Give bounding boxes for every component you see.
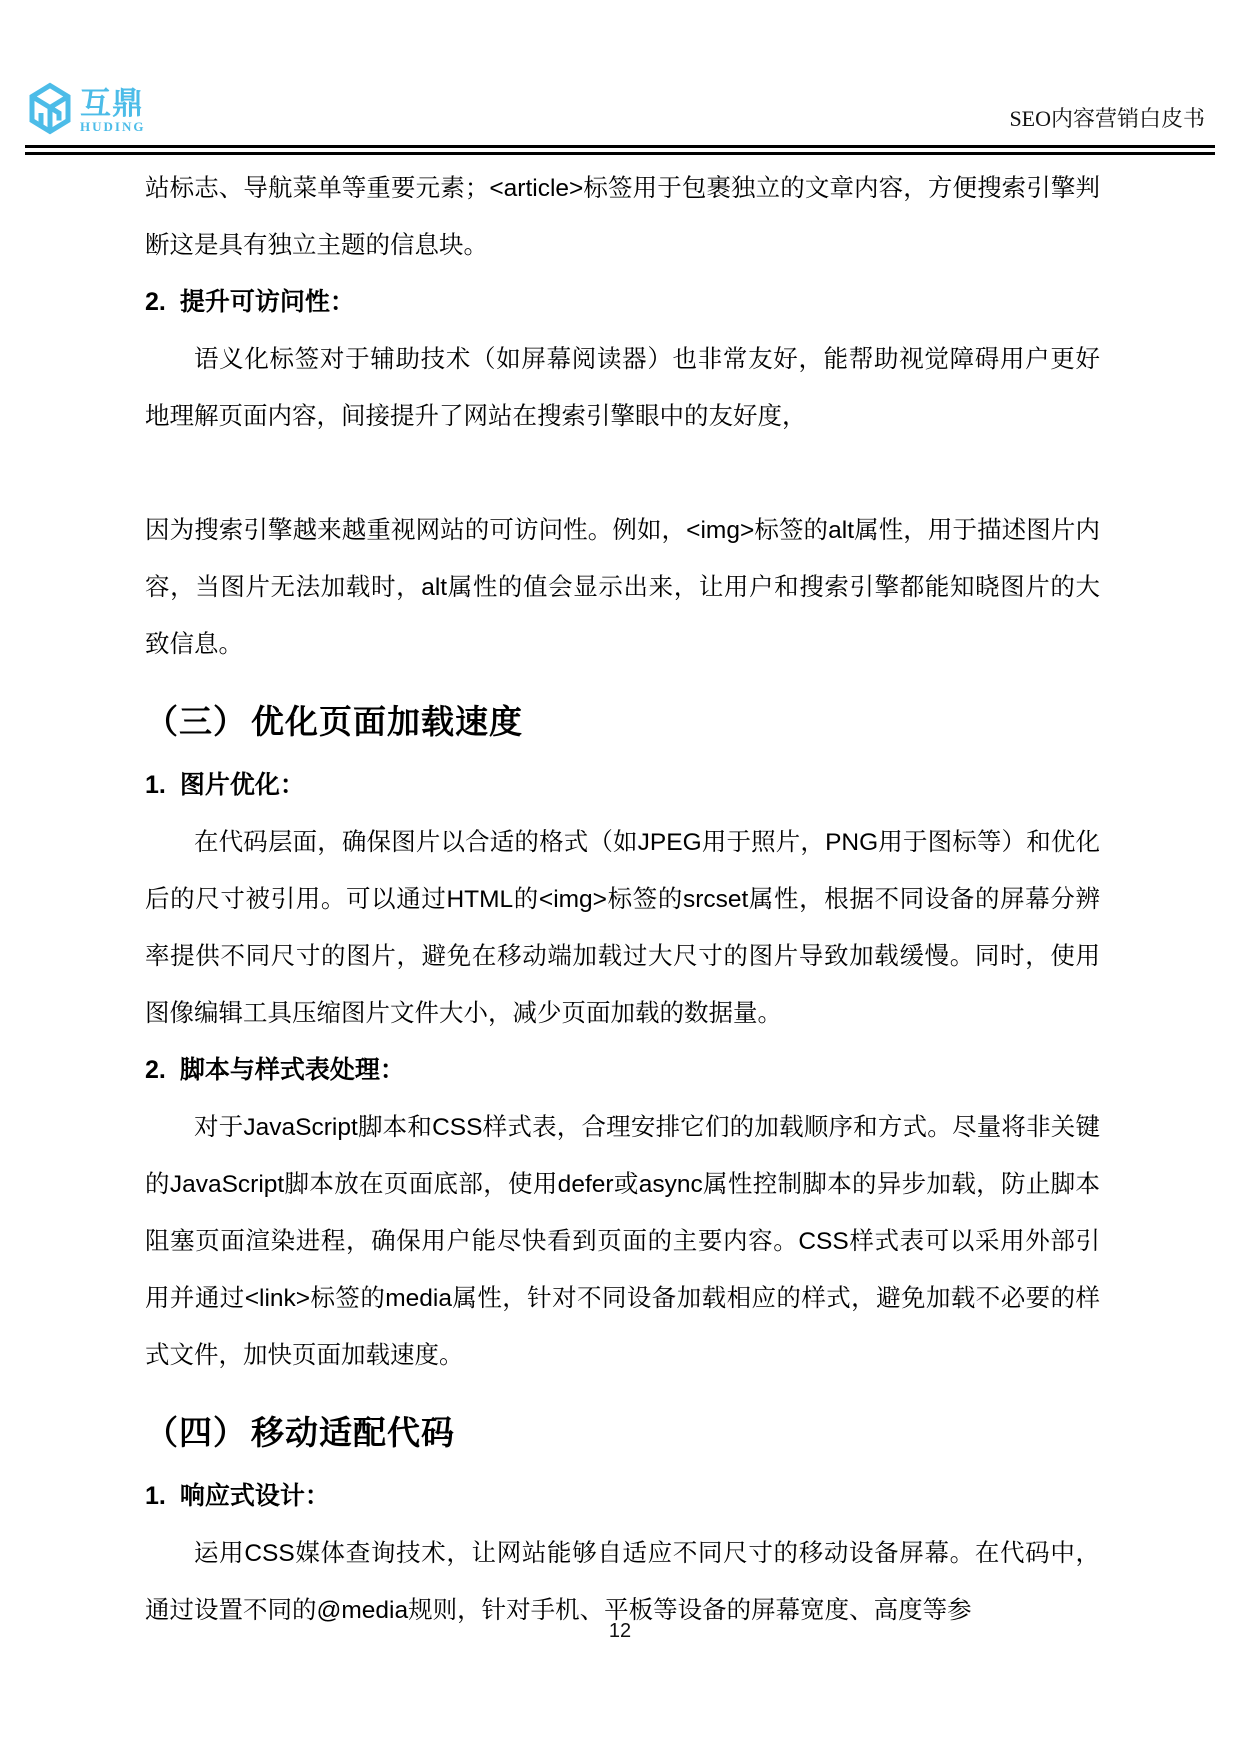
subsection-heading — [145, 1468, 1100, 1525]
paragraph: 对于JavaScript脚本和CSS样式表，合理安排它们的加载顺序和方式。尽量将非关键的JavaScript脚本放在页面底部，使用defer或async属性控制脚本的异步加载，防止脚本阻塞页面渲染进程，确保用户能尽快看到页面的主要内容。CSS样式表可以采用外部引用并通过<link>标签的media属性，针对不同设备加载相应的样式，避免加载不必要的样式文件，加快页面加载速度。 — [145, 1114, 1100, 1369]
subsection-heading — [145, 1042, 1100, 1099]
header-rule — [25, 145, 1215, 155]
heading-number: （三） — [145, 703, 247, 740]
heading-number: 1. — [145, 771, 166, 799]
heading-label: 图片优化： — [179, 771, 305, 799]
paragraph: 因为搜索引擎越来越重视网站的可访问性。例如，<img>标签的alt属性，用于描述图片内容，当图片无法加载时，alt属性的值会显示出来，让用户和搜索引擎都能知晓图片的大致信息。 — [145, 517, 1100, 658]
heading-label: 移动适配代码 — [251, 1414, 455, 1451]
heading-number: 1. — [145, 1482, 166, 1510]
paragraph: 站标志、导航菜单等重要元素；<article>标签用于包裹独立的文章内容，方便搜索引擎判断这是具有独立主题的信息块。 — [145, 175, 1100, 259]
doc-title: SEO内容营销白皮书 — [1009, 106, 1205, 131]
heading-label: 优化页面加载速度 — [251, 703, 523, 740]
subsection-heading — [145, 757, 1100, 814]
document-body — [145, 155, 1100, 1639]
subsection-heading — [145, 274, 1100, 331]
heading-number: （四） — [145, 1414, 247, 1451]
heading-label: 脚本与样式表处理： — [179, 1056, 405, 1084]
heading-label: 响应式设计： — [179, 1482, 330, 1510]
logo-text-cn: 互鼎 — [80, 86, 144, 121]
page-number: 12 — [608, 1620, 632, 1642]
section-heading — [145, 1410, 1100, 1456]
page-header — [0, 0, 1240, 155]
heading-label: 提升可访问性： — [179, 288, 355, 316]
paragraph: 运用CSS媒体查询技术，让网站能够自适应不同尺寸的移动设备屏幕。在代码中，通过设置不同的@media规则，针对手机、平板等设备的屏幕宽度、高度等参 — [145, 1540, 1100, 1624]
cube-logo-icon — [25, 82, 75, 136]
heading-number: 2. — [145, 288, 166, 316]
logo-text-en: HUDING — [80, 119, 146, 134]
heading-number: 2. — [145, 1056, 166, 1084]
huding-logo — [25, 82, 145, 136]
section-heading — [145, 699, 1100, 745]
paragraph: 语义化标签对于辅助技术（如屏幕阅读器）也非常友好，能帮助视觉障碍用户更好地理解页面内容，间接提升了网站在搜索引擎眼中的友好度， — [145, 346, 1100, 430]
paragraph: 在代码层面，确保图片以合适的格式（如JPEG用于照片，PNG用于图标等）和优化后的尺寸被引用。可以通过HTML的<img>标签的srcset属性，根据不同设备的屏幕分辨率提供不同尺寸的图片，避免在移动端加载过大尺寸的图片导致加载缓慢。同时，使用图像编辑工具压缩图片文件大小，减少页面加载的数据量。 — [145, 829, 1100, 1027]
paragraph-spacer — [145, 445, 1100, 502]
